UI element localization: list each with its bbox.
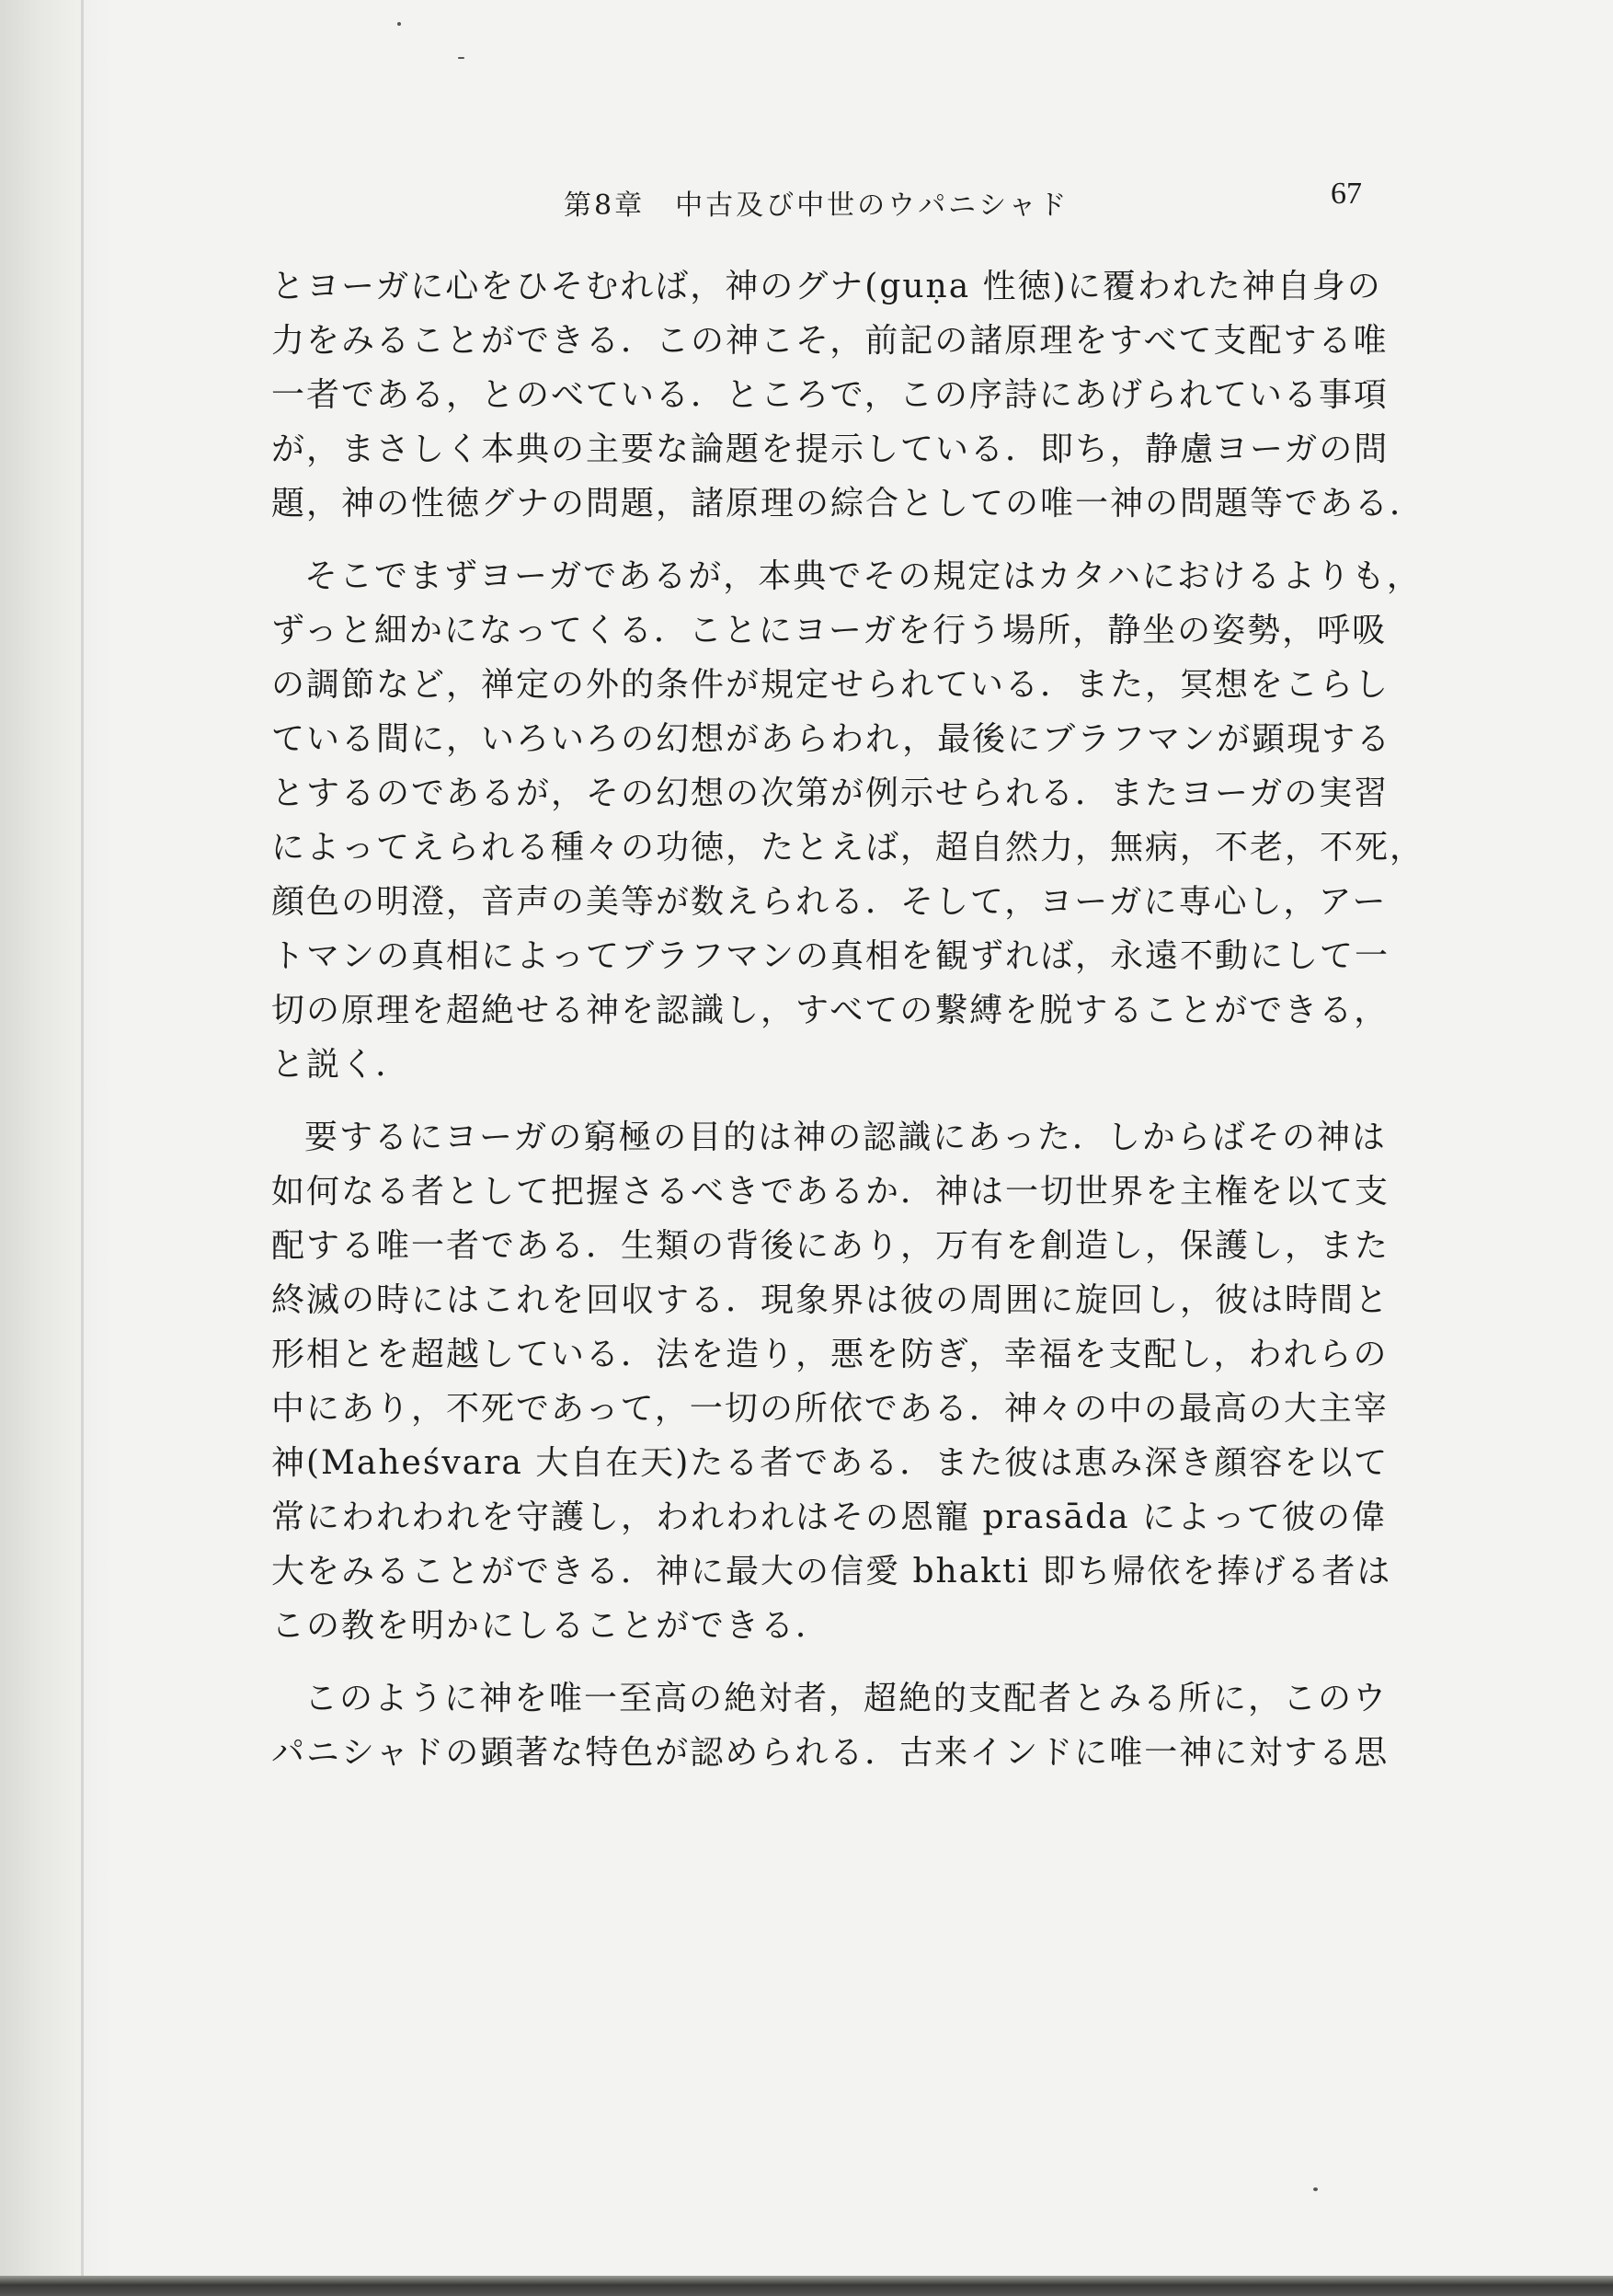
paragraph-3 — [271, 1110, 1392, 1653]
scan-bottom-edge — [0, 2276, 1613, 2296]
text-line: 要するにヨーガの窮極の目的は神の認識にあった．しからばその神は — [304, 1119, 1387, 1156]
scan-shadow-edge — [0, 0, 110, 2296]
running-head — [271, 175, 1375, 230]
text-line: 題，神の性徳グナの問題，諸原理の綜合としての唯一神の問題等である． — [271, 485, 1425, 522]
paragraph-1 — [271, 259, 1425, 531]
text-line: 終滅の時にはこれを回収する．現象界は彼の周囲に旋回し，彼は時間と — [271, 1281, 1390, 1319]
chapter-title: 第8章 中古及び中世のウパニシャド — [564, 189, 1070, 222]
text-line: が，まさしく本典の主要な論題を提示している．即ち，静慮ヨーガの問 — [271, 430, 1390, 468]
text-line: そこでまずヨーガであるが，本典でその規定はカタハにおけるよりも， — [304, 557, 1422, 595]
text-line: ている間に，いろいろの幻想があらわれ，最後にブラフマンが顕現する — [271, 720, 1392, 758]
scan-speck — [1313, 2187, 1318, 2191]
text-line: 中にあり，不死であって，一切の所依である．神々の中の最高の大主宰 — [271, 1390, 1389, 1428]
text-line: 切の原理を超絶せる神を認識し，すべての繋縛を脱することができる， — [271, 992, 1390, 1029]
text-line: 大をみることができる．神に最大の信愛 bhakti 即ち帰依を捧げる者は — [271, 1553, 1392, 1590]
text-line: 形相とを超越している．法を造り，悪を防ぎ，幸福を支配し，われらの — [271, 1336, 1389, 1373]
page-number: 67 — [1331, 177, 1362, 211]
text-line: 配する唯一者である．生類の背後にあり，万有を創造し，保護し，また — [271, 1227, 1390, 1265]
text-line: 神(Maheśvara 大自在天)たる者である．また彼は恵み深き顔容を以て — [271, 1444, 1390, 1482]
text-line: このように神を唯一至高の絶対者，超絶的支配者とみる所に，このウ — [304, 1680, 1389, 1717]
book-page — [271, 175, 1425, 1780]
scan-speck — [397, 22, 401, 26]
paragraph-4 — [271, 1671, 1390, 1780]
text-line: トマンの真相によってブラフマンの真相を観ずれば，永遠不動にして一 — [271, 937, 1390, 975]
text-line: 如何なる者として把握さるべきであるか．神は一切世界を主権を以て支 — [271, 1173, 1390, 1211]
text-line: この教を明かにしることができる． — [271, 1607, 831, 1645]
text-line: 一者である，とのべている．ところで，この序詩にあげられている事項 — [271, 376, 1389, 414]
paragraph-2 — [271, 549, 1425, 1092]
body-text — [271, 259, 1425, 1780]
text-line: 常にわれわれを守護し，われわれはその恩寵 prasāda によって彼の偉 — [271, 1498, 1388, 1536]
text-line: と説く． — [271, 1046, 411, 1084]
text-line: とヨーガに心をひそむれば，神のグナ(guṇa 性徳)に覆われた神自身の — [271, 268, 1382, 305]
text-line: 顔色の明澄，音声の美等が数えられる．そして，ヨーガに専心し，アー — [271, 883, 1388, 921]
text-line: とするのであるが，その幻想の次第が例示せられる．またヨーガの実習 — [271, 775, 1390, 812]
text-line: パニシャドの顕著な特色が認められる．古来インドに唯一神に対する思 — [271, 1734, 1390, 1772]
text-line: によってえられる種々の功徳，たとえば，超自然力，無病，不老，不死， — [271, 829, 1425, 867]
text-line: の調節など，禅定の外的条件が規定せられている．また，冥想をこらし — [271, 666, 1390, 704]
text-line: 力をみることができる．この神こそ，前記の諸原理をすべて支配する唯 — [271, 322, 1389, 360]
text-line: ずっと細かになってくる．ことにヨーガを行う場所，静坐の姿勢，呼吸 — [271, 612, 1388, 649]
scan-speck — [458, 57, 464, 59]
